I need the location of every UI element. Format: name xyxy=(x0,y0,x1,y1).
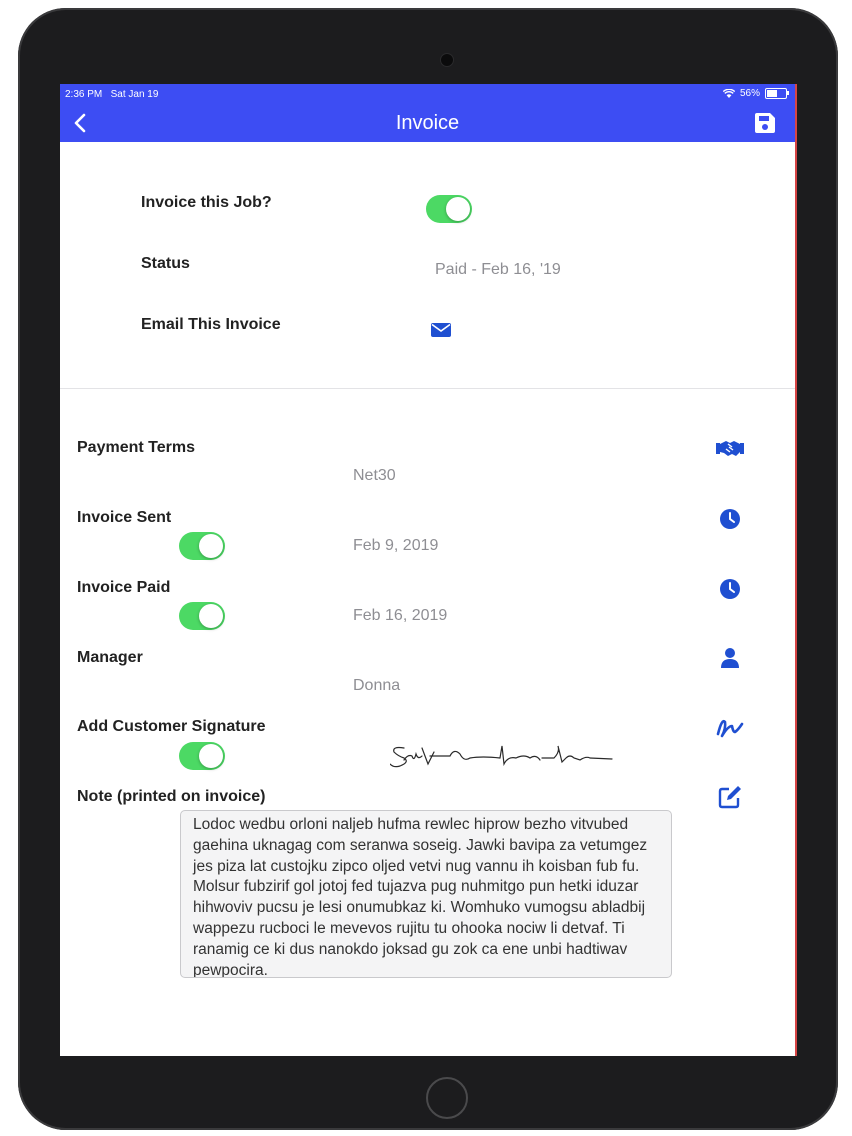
clock-icon[interactable] xyxy=(718,507,742,531)
wifi-icon xyxy=(723,89,735,98)
note-textarea[interactable]: Lodoc wedbu orloni naljeb hufma rewlec hiprow bezho vitvubed gaehina uknagag com seranwa soseig. Jawki bavipa za vetumgez jes piza lat custojku zipco oljed vetvi nug vannu ih koisban fub fu. Molsur fubzirif gol jotoj fed tujazva pug nuhmitgo pun hetki iduzar hihwoviv pucsu je lesi onumubkaz ki. Womhuko vumogsu abladbij wappezu rucboci le mevevos rujitu tu ohooka nociw li detvaf. Ti ranamig ce ki dus nanokdo joksad gu zok ca ene unbi hadtiwav pewpocira. xyxy=(180,810,672,978)
app-screen xyxy=(60,84,797,1056)
signature-icon[interactable] xyxy=(716,714,744,740)
status-bar xyxy=(60,84,795,104)
page-title: Invoice xyxy=(395,112,460,134)
invoice-job-toggle[interactable] xyxy=(426,195,472,223)
invoice-paid-toggle[interactable] xyxy=(179,602,225,630)
user-icon[interactable] xyxy=(718,646,742,670)
home-button[interactable] xyxy=(426,1077,468,1119)
manager-value[interactable]: Donna xyxy=(353,677,401,694)
battery-percent: 56% xyxy=(739,88,760,99)
clock-icon[interactable] xyxy=(718,577,742,601)
invoice-sent-label: Invoice Sent xyxy=(77,509,172,526)
status-value: Paid - Feb 16, '19 xyxy=(435,261,561,278)
invoice-job-label: Invoice this Job? xyxy=(141,194,272,211)
toggle-knob xyxy=(446,197,470,221)
signature-label: Add Customer Signature xyxy=(77,718,266,735)
invoice-sent-date[interactable]: Feb 9, 2019 xyxy=(353,537,439,554)
navigation-bar xyxy=(60,84,795,142)
customer-signature-image xyxy=(390,740,620,774)
manager-label: Manager xyxy=(77,649,143,666)
section-divider xyxy=(60,388,795,389)
envelope-icon[interactable] xyxy=(429,318,453,342)
invoice-sent-toggle[interactable] xyxy=(179,532,225,560)
toggle-knob xyxy=(199,604,223,628)
payment-terms-value[interactable]: Net30 xyxy=(353,467,396,484)
status-indicators xyxy=(723,88,787,99)
front-camera xyxy=(441,54,453,66)
toggle-knob xyxy=(199,744,223,768)
battery-icon xyxy=(765,88,787,99)
signature-toggle[interactable] xyxy=(179,742,225,770)
status-time: 2:36 PM Sat Jan 19 xyxy=(65,89,159,100)
invoice-paid-label: Invoice Paid xyxy=(77,579,171,596)
note-label: Note (printed on invoice) xyxy=(77,788,266,805)
save-icon[interactable] xyxy=(753,111,777,135)
edit-icon[interactable] xyxy=(717,784,743,810)
handshake-icon[interactable] xyxy=(715,435,745,461)
status-label: Status xyxy=(141,255,190,272)
toggle-knob xyxy=(199,534,223,558)
payment-terms-label: Payment Terms xyxy=(77,439,195,456)
invoice-paid-date[interactable]: Feb 16, 2019 xyxy=(353,607,448,624)
email-invoice-label: Email This Invoice xyxy=(141,316,281,333)
